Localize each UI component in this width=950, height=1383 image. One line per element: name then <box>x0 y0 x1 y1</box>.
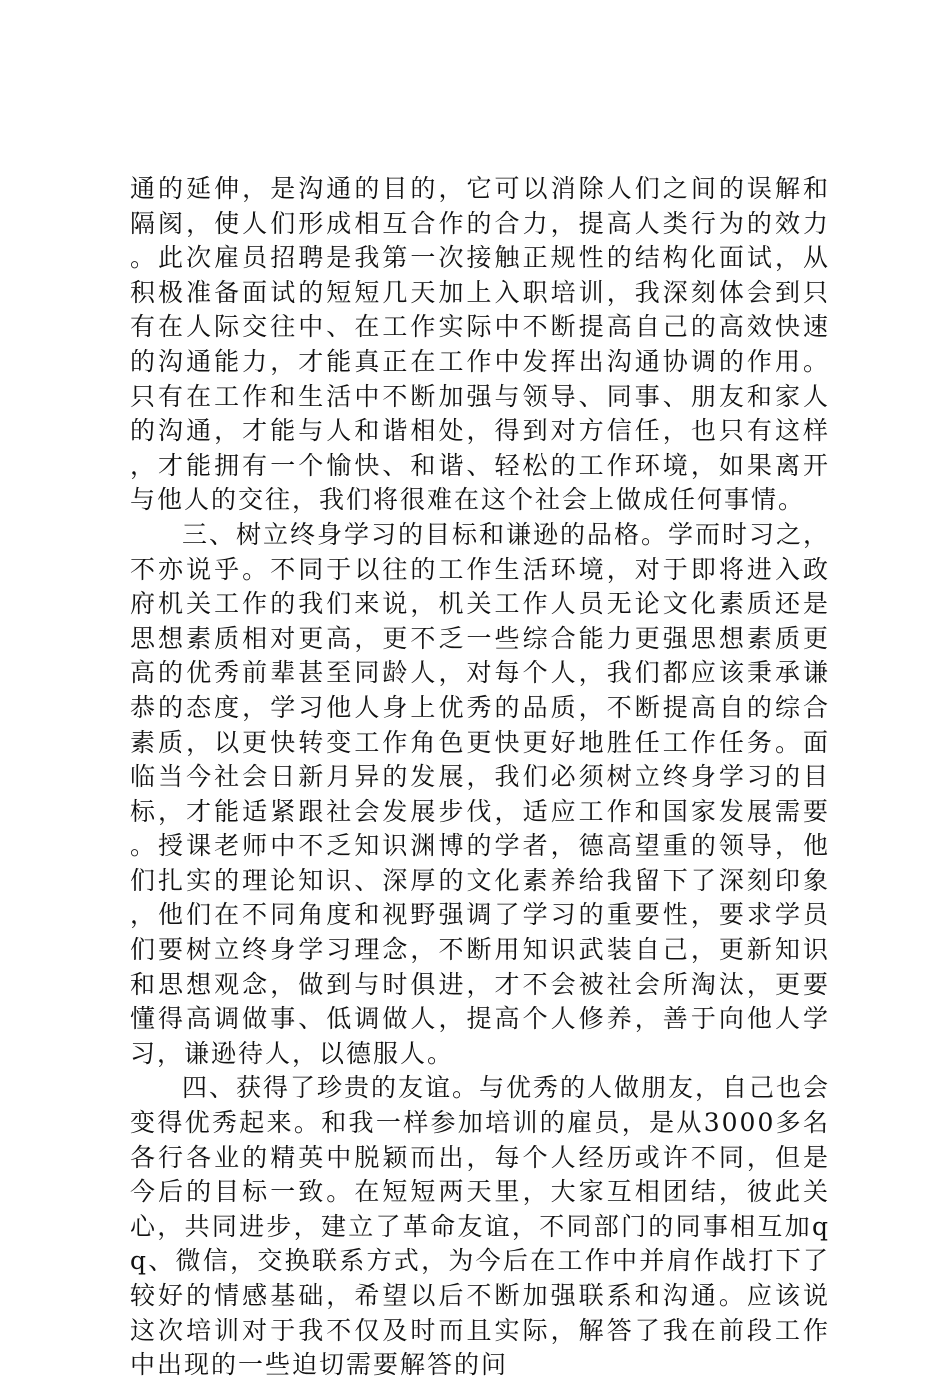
paragraph-friendship: 四、获得了珍贵的友谊。与优秀的人做朋友，自己也会变得优秀起来。和我一样参加培训的雇员，是从3000多名各行各业的精英中脱颖而出，每个人经历或许不同，但是今后的目标一致。在短短两天里，大家互相团结，彼此关心，共同进步，建立了革命友谊，不同部门的同事相互加qq、微信，交换联系方式，为今后在工作中并肩作战打下了较好的情感基础，希望以后不断加强联系和沟通。应该说这次培训对于我不仅及时而且实际，解答了我在前段工作中出现的一些迫切需要解答的问 <box>130 1073 831 1380</box>
paragraph-communication: 通的延伸，是沟通的目的，它可以消除人们之间的误解和隔阂，使人们形成相互合作的合力，提高人类行为的效力。此次雇员招聘是我第一次接触正规性的结构化面试，从积极准备面试的短短几天加上入职培训，我深刻体会到只有在人际交往中、在工作实际中不断提高自己的高效快速的沟通能力，才能真正在工作中发挥出沟通协调的作用。只有在工作和生活中不断加强与领导、同事、朋友和家人的沟通，才能与人和谐相处，得到对方信任，也只有这样，才能拥有一个愉快、和谐、轻松的工作环境，如果离开与他人的交往，我们将很难在这个社会上做成任何事情。 <box>130 174 830 515</box>
paragraph-lifelong-learning: 三、树立终身学习的目标和谦逊的品格。学而时习之，不亦说乎。不同于以往的工作生活环境，对于即将进入政府机关工作的我们来说，机关工作人员无论文化素质还是思想素质相对更高，更不乏一些综合能力更强思想素质更高的优秀前辈甚至同龄人，对每个人，我们都应该秉承谦恭的态度，学习他人身上优秀的品质，不断提高自的综合素质，以更快转变工作角色更快更好地胜任工作任务。面临当今社会日新月异的发展，我们必须树立终身学习的目标，才能适紧跟社会发展步伐，适应工作和国家发展需要。授课老师中不乏知识渊博的学者，德高望重的领导，他们扎实的理论知识、深厚的文化素养给我留下了深刻印象，他们在不同角度和视野强调了学习的重要性，要求学员们要树立终身学习理念，不断用知识武装自己，更新知识和思想观念，做到与时俱进，才不会被社会所淘汰，更要懂得高调做事、低调做人，提高个人修养，善于向他人学习，谦逊待人，以德服人。 <box>130 519 831 1068</box>
document-body <box>130 172 830 1383</box>
